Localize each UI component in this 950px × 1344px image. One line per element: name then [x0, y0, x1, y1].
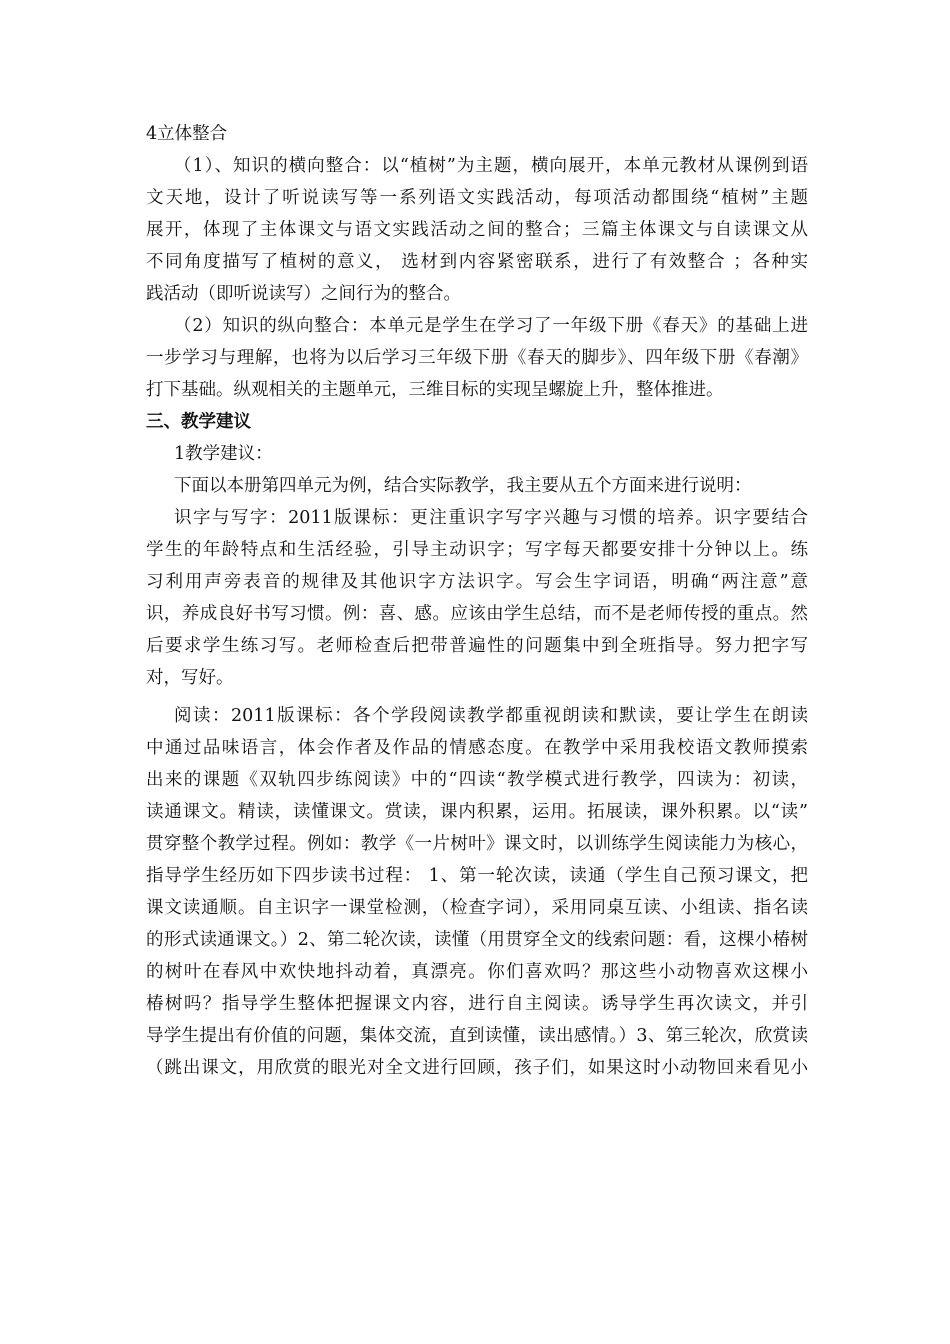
text-line: 习利用声旁表音的规律及其他识字方法识字。写会生字词语，明确“两注意”意: [146, 572, 808, 592]
text-line: 指导学生经历如下四步读书过程： 1、第一轮次读，读通（学生自己预习课文，把: [146, 866, 808, 886]
text-line: （跳出课文，用欣赏的眼光对全文进行回顾，孩子们，如果这时小动物回来看见小: [146, 1058, 808, 1078]
text-line: 出来的课题《双轨四步练阅读》中的“四读“教学模式进行教学，四读为：初读，: [146, 770, 808, 790]
text-line: 贯穿整个教学过程。例如：教学《一片树叶》课文时，以训练学生阅读能力为核心，: [146, 834, 808, 854]
document-body: [146, 118, 808, 1084]
text-line: 不同角度描写了植树的意义， 选材到内容紧密联系，进行了有效整合 ；各种实: [146, 252, 808, 272]
text-line: 打下基础。纵观相关的主题单元，三维目标的实现呈螺旋上升，整体推进。: [146, 380, 724, 400]
text-line: 阅读：2011版课标：各个学段阅读教学都重视朗读和默读，要让学生在朗读: [174, 706, 808, 726]
text-line: 的树叶在春风中欢快地抖动着，真漂亮。你们喜欢吗？那这些小动物喜欢这棵小: [146, 962, 808, 982]
text-line: 导学生提出有价值的问题，集体交流，直到读懂，读出感情。）3、第三轮次，欣赏读: [146, 1026, 808, 1046]
text-line: 一步学习与理解，也将为以后学习三年级下册《春天的脚步》、四年级下册《春潮》: [146, 348, 808, 368]
text-line: 椿树吗？指导学生整体把握课文内容，进行自主阅读。诱导学生再次读文，并引: [146, 994, 808, 1014]
text-line: 的形式读通课文。）2、第二轮次读，读懂（用贯穿全文的线索问题：看，这棵小椿树: [146, 930, 808, 950]
section-title-integration: 4立体整合: [146, 124, 228, 144]
paragraph-horizontal-integration: [146, 150, 808, 310]
text-line: （1）、知识的横向整合：以“植树”为主题，横向展开，本单元教材从课例到语: [174, 156, 808, 176]
text-line: 课文读通顺。自主识字一课堂检测，（检查字词），采用同桌互读、小组读、指名读: [146, 898, 808, 918]
text-line: 展开，体现了主体课文与语文实践活动之间的整合；三篇主体课文与自读课文从: [146, 220, 808, 240]
text-line: 践活动（即听说读写）之间行为的整合。: [146, 284, 461, 304]
text-line: 识，养成良好书写习惯。例：喜、感。应该由学生总结，而不是老师传授的重点。然: [146, 604, 808, 624]
paragraph-reading: [146, 700, 808, 1084]
text-line: 中通过品味语言，体会作者及作品的情感态度。在教学中采用我校语文教师摸索: [146, 738, 808, 758]
text-line: 文天地，设计了听说读写等一系列语文实践活动，每项活动都围绕“植树”主题: [146, 188, 808, 208]
subsection-title: 1教学建议：: [174, 444, 273, 464]
paragraph-literacy: [146, 502, 808, 694]
text-line: 识字与写字：2011版课标：更注重识字写字兴趣与习惯的培养。识字要结合: [174, 508, 808, 528]
text-line: （2）知识的纵向整合：本单元是学生在学习了一年级下册《春天》的基础上进: [174, 316, 808, 336]
text-line: 后要求学生练习写。老师检查后把带普遍性的问题集中到全班指导。努力把字写: [146, 636, 808, 656]
text-line: 对，写好。: [146, 668, 234, 688]
text-line: 读通课文。精读，读懂课文。赏读，课内积累，运用。拓展读，课外积累。以“读”: [146, 802, 808, 822]
text-line: 学生的年龄特点和生活经验，引导主动识字；写字每天都要安排十分钟以上。练: [146, 540, 808, 560]
intro-paragraph: 下面以本册第四单元为例，结合实际教学，我主要从五个方面来进行说明：: [174, 476, 752, 496]
section-title-teaching-suggestions: 三、教学建议: [146, 412, 251, 432]
paragraph-vertical-integration: [146, 310, 808, 406]
